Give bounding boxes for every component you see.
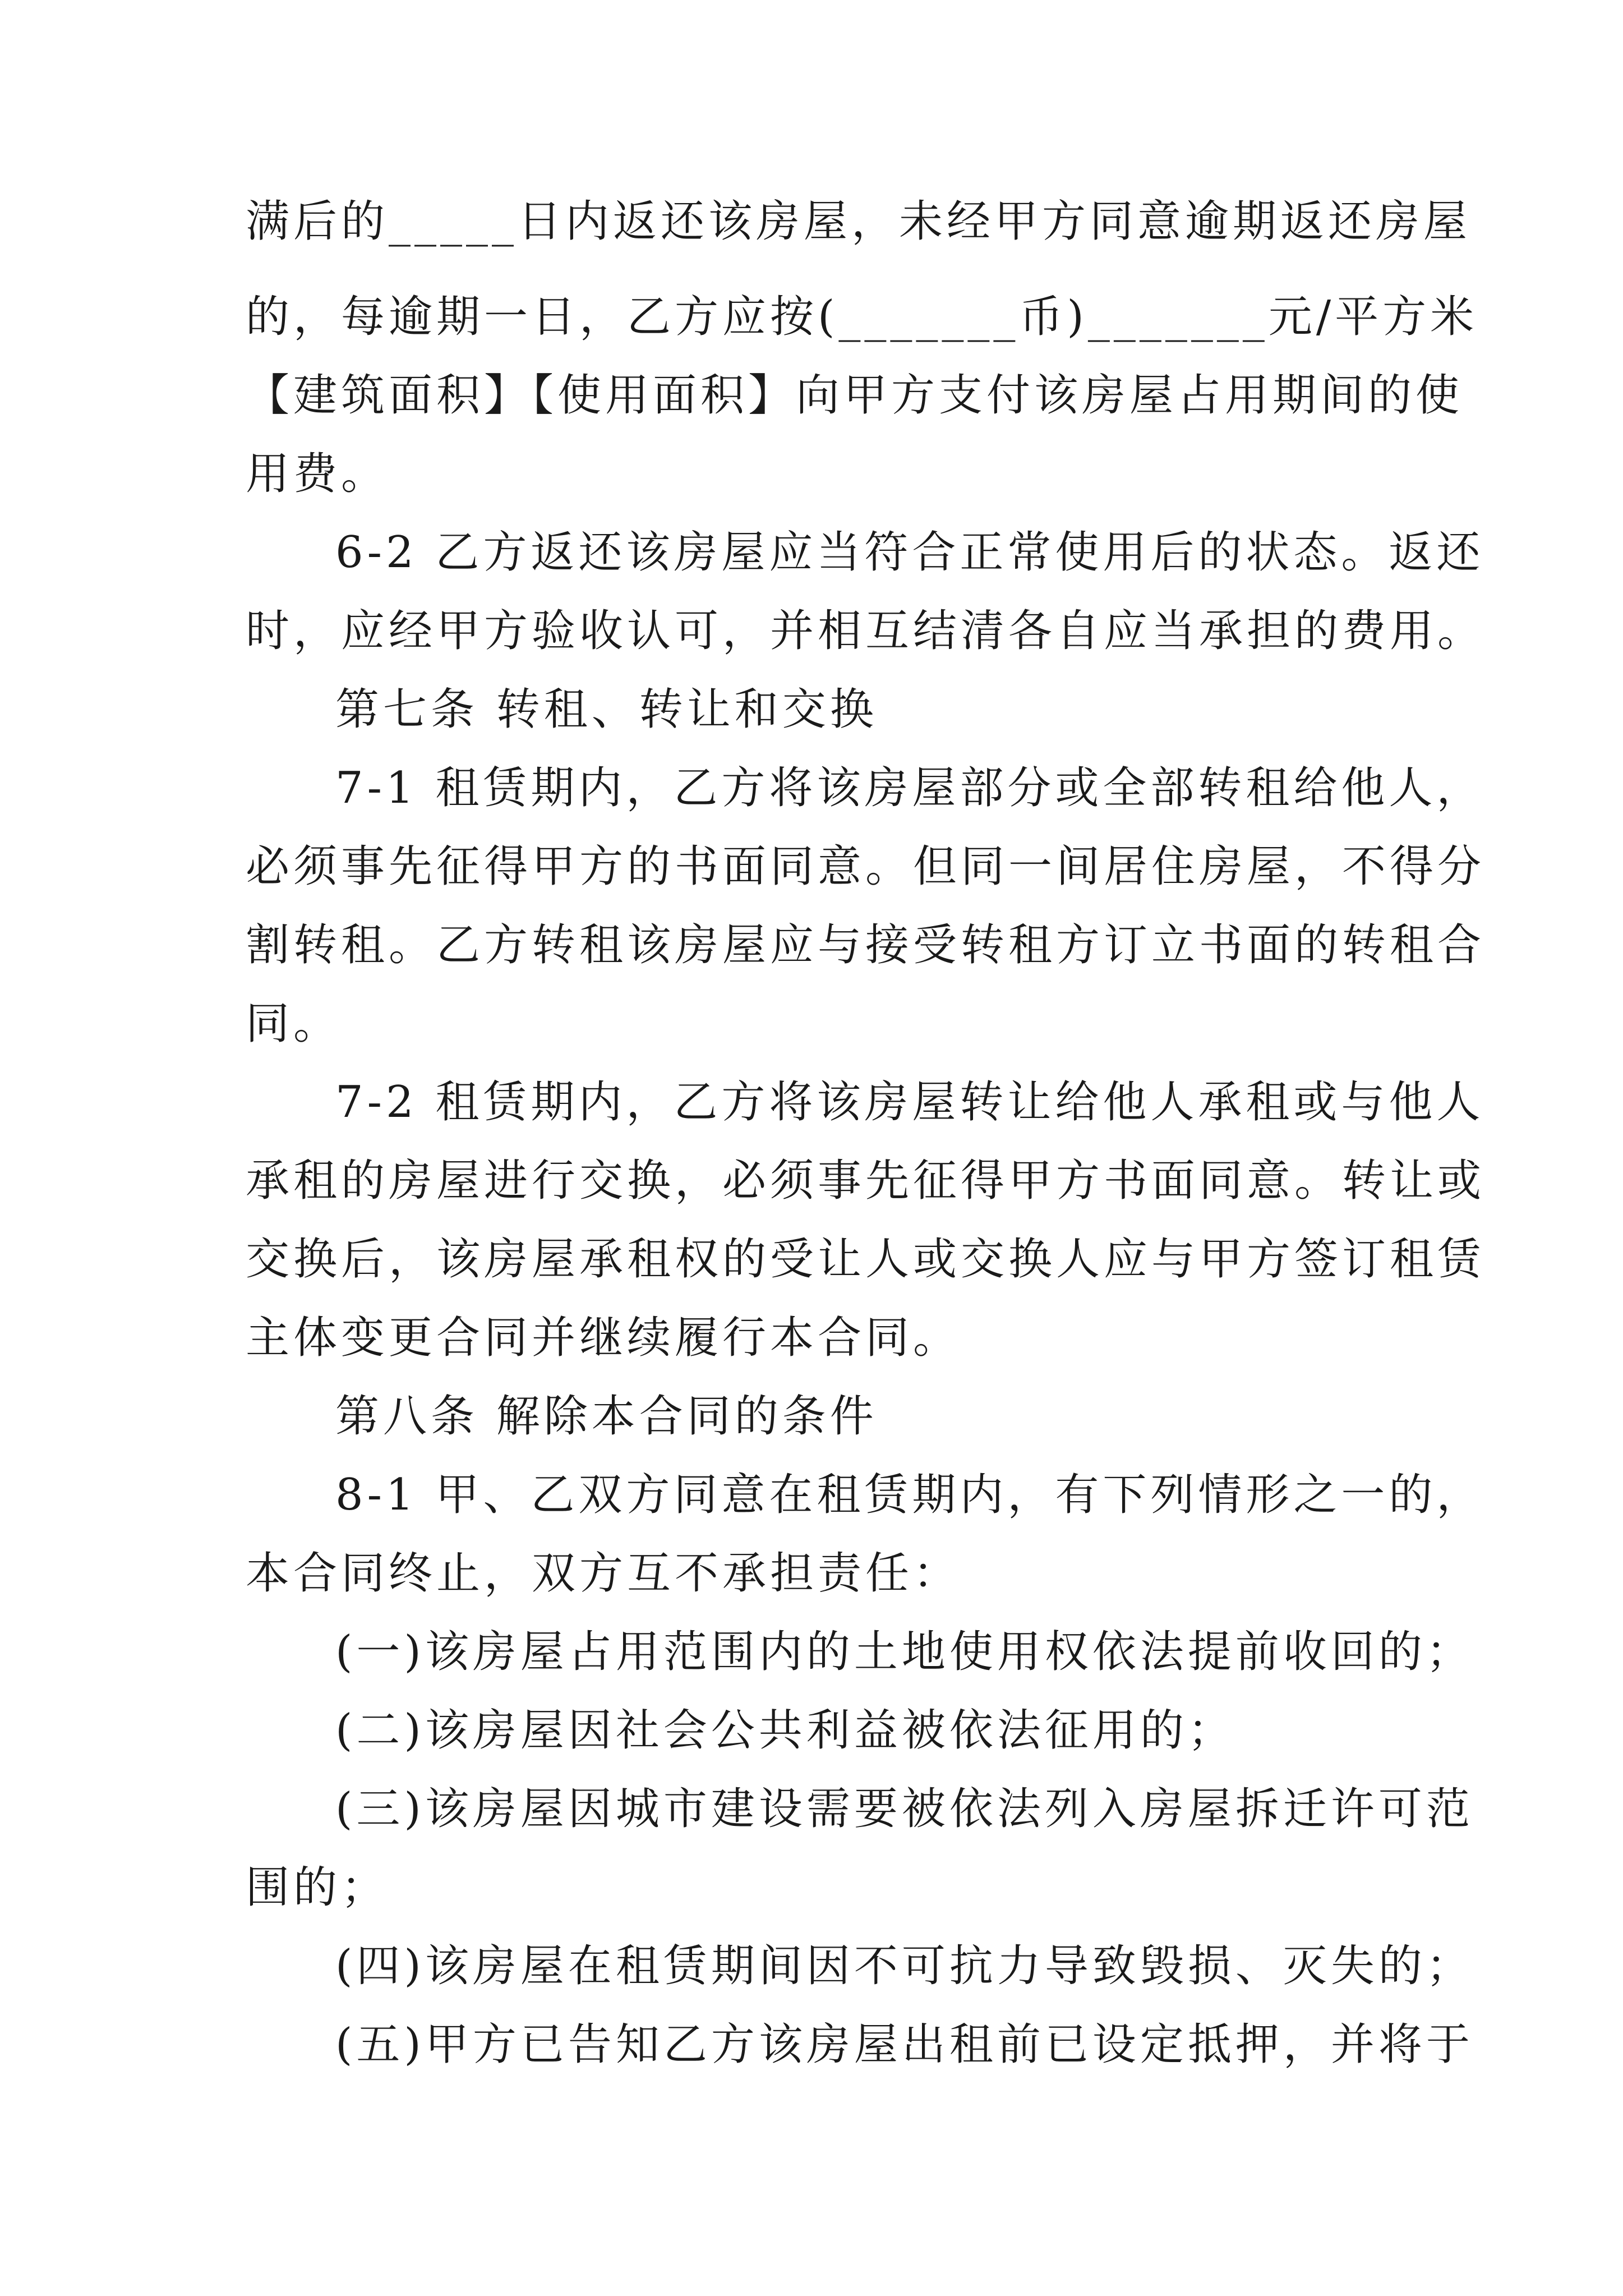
list-item: (一)该房屋占用范围内的土地使用权依法提前收回的；	[335, 1627, 1474, 1677]
text-line: 本合同终止，双方互不承担责任：	[246, 1548, 961, 1599]
section-heading: 第八条 解除本合同的条件	[335, 1391, 878, 1442]
list-item: (三)该房屋因城市建设需要被依法列入房屋拆迁许可范	[335, 1784, 1474, 1834]
text-line: 8-1 甲、乙双方同意在租赁期内，有下列情形之一的，	[335, 1470, 1484, 1520]
text-line: 满后的_____日内返还该房屋，未经甲方同意逾期返还房屋	[246, 196, 1472, 247]
list-item-continuation: 围的；	[246, 1862, 389, 1913]
text-line: 7-2 租赁期内，乙方将该房屋转让给他人承租或与他人	[335, 1077, 1484, 1128]
text-line: 6-2 乙方返还该房屋应当符合正常使用后的状态。返还	[335, 527, 1484, 578]
text-line: 必须事先征得甲方的书面同意。但同一间居住房屋，不得分	[246, 841, 1486, 892]
text-line: 主体变更合同并继续履行本合同。	[246, 1313, 961, 1363]
text-line: 的，每逾期一日，乙方应按(_______币)_______元/平方米	[246, 292, 1478, 342]
text-line: 交换后，该房屋承租权的受让人或交换人应与甲方签订租赁	[246, 1234, 1486, 1285]
section-heading: 第七条 转租、转让和交换	[335, 684, 878, 735]
text-line: 7-1 租赁期内，乙方将该房屋部分或全部转租给他人，	[335, 763, 1484, 813]
list-item: (二)该房屋因社会公共利益被依法征用的；	[335, 1705, 1235, 1756]
list-item: (四)该房屋在租赁期间因不可抗力导致毁损、灭失的；	[335, 1941, 1474, 1991]
list-item: (五)甲方已告知乙方该房屋出租前已设定抵押，并将于	[335, 2019, 1474, 2070]
text-line: 承租的房屋进行交换，必须事先征得甲方书面同意。转让或	[246, 1156, 1486, 1206]
text-line: 同。	[246, 999, 342, 1049]
text-line: 割转租。乙方转租该房屋应与接受转租方订立书面的转租合	[246, 920, 1486, 970]
text-line: 【建筑面积】【使用面积】向甲方支付该房屋占用期间的使	[246, 370, 1464, 421]
text-line: 时，应经甲方验收认可，并相互结清各自应当承担的费用。	[246, 606, 1486, 656]
text-line: 用费。	[246, 449, 389, 499]
